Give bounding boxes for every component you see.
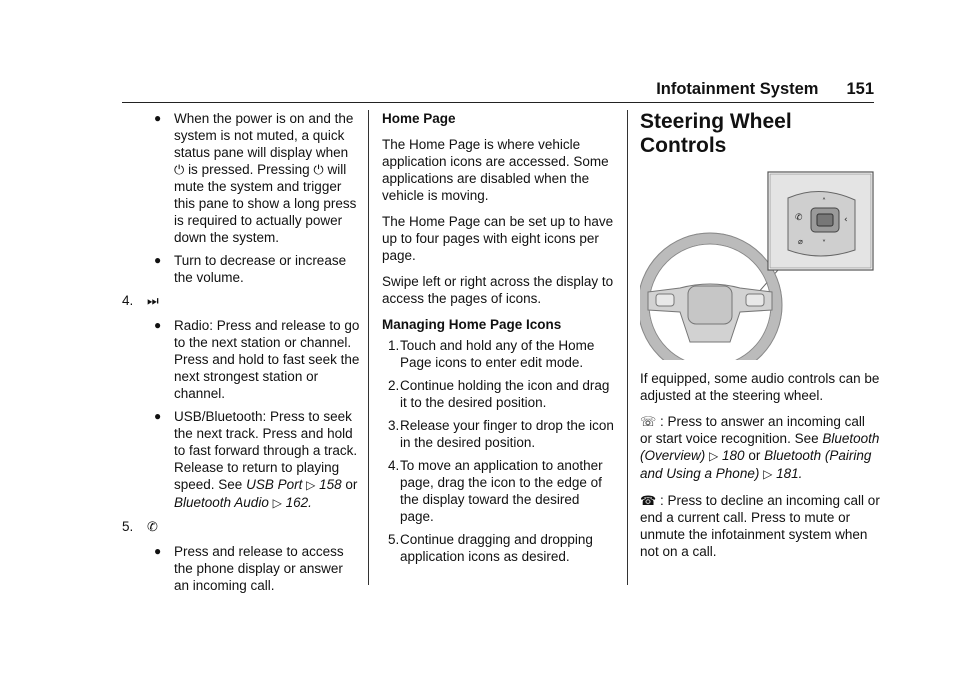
column-2 (382, 110, 614, 571)
svg-text:˄: ˄ (822, 197, 826, 206)
list-item: ● Press and release to access the phone display or answer an incoming call. (154, 544, 344, 593)
paragraph: The Home Page is where vehicle application icons are accessed. Some applications are disabled when the vehicle is moving. (382, 137, 609, 203)
voice-command-icon: ☏ (640, 414, 657, 429)
paragraph: The Home Page can be set up to have up to four pages with eight icons per page. (382, 214, 614, 263)
numbered-item-5: 5. ✆ (122, 519, 158, 534)
list-item: ● Radio: Press and release to go to the next station or channel. Press and hold to fast seek the next strongest station or channel. (154, 318, 360, 401)
power-icon: ⏻ (313, 162, 324, 177)
xref-link[interactable]: Bluetooth (Overview) (640, 431, 880, 463)
bullet: ● (154, 111, 162, 125)
step-item: 4. To move an application to another page, drag the icon to the edge of the display toward the desired page. (388, 458, 603, 524)
voice-paragraph: ☏ : Press to answer an incoming call or start voice recognition. See Bluetooth (Overview) ▷ 180 or Bluetooth (Pairing and Using a Phone) ▷ 181. (640, 414, 880, 481)
xref-page[interactable]: 181. (776, 466, 803, 481)
step-item: 5. Continue dragging and dropping application icons as desired. (388, 532, 593, 564)
svg-text:⌀: ⌀ (798, 237, 803, 246)
column-3 (640, 110, 880, 569)
hang-up-icon: ☎ (640, 493, 657, 508)
section-heading: Steering Wheel Controls (640, 110, 792, 157)
page-reference-arrow-icon: ▷ (272, 496, 282, 510)
steering-wheel-illustration (640, 170, 875, 360)
xref-page[interactable]: 162. (285, 495, 312, 510)
step-item: 1. Touch and hold any of the Home Page icons to enter edit mode. (388, 338, 595, 370)
xref-link[interactable]: Bluetooth (Pairing and Using a Phone) (640, 448, 872, 481)
page-reference-arrow-icon: ▷ (306, 478, 316, 492)
page-reference-arrow-icon: ▷ (709, 449, 719, 463)
list-item: ● When the power is on and the system is not muted, a quick status pane will display when ⏻ is pressed. Pressing ⏻ will mute the system and trigger this pane to show a long press is required to actually power down the system. (154, 111, 357, 245)
bullet: ● (154, 409, 162, 423)
hangup-paragraph: ☎ : Press to decline an incoming call or end a current call. Press to mute or unmute the infotainment system when not on a call. (640, 493, 880, 559)
managing-icons-heading: Managing Home Page Icons (382, 317, 562, 332)
xref-link[interactable]: USB Port (246, 477, 303, 492)
bullet: ● (154, 253, 162, 267)
paragraph: If equipped, some audio controls can be adjusted at the steering wheel. (640, 371, 880, 403)
phone-icon: ✆ (147, 519, 158, 534)
column-divider (368, 110, 369, 585)
xref-page[interactable]: 180 (722, 448, 745, 463)
numbered-item-4: 4. ⏭ (122, 293, 159, 308)
svg-text:‹: ‹ (844, 215, 848, 225)
bullet: ● (154, 544, 162, 558)
page-reference-arrow-icon: ▷ (763, 467, 773, 481)
svg-text:✆: ✆ (795, 213, 803, 223)
page-number: 151 (846, 80, 874, 98)
section-title: Infotainment System (656, 80, 819, 98)
page-header (122, 80, 874, 103)
bullet: ● (154, 318, 162, 332)
step-item: 3. Release your finger to drop the icon in the desired position. (388, 418, 614, 450)
step-item: 2. Continue holding the icon and drag it to the desired position. (388, 378, 610, 410)
list-item: ● Turn to decrease or increase the volume. (154, 253, 347, 285)
column-1 (122, 110, 360, 600)
seek-next-icon: ⏭ (147, 293, 159, 308)
paragraph: Swipe left or right across the display to access the pages of icons. (382, 274, 614, 306)
svg-text:˅: ˅ (822, 239, 826, 248)
xref-page[interactable]: 158 (319, 477, 342, 492)
home-page-heading: Home Page (382, 111, 456, 126)
xref-link[interactable]: Bluetooth Audio (174, 495, 269, 510)
column-divider (627, 110, 628, 585)
power-icon: ⏻ (174, 162, 185, 177)
list-item: ● USB/Bluetooth: Press to seek the next track. Press and hold to fast forward through a track. Release to return to playing speed. See USB Port ▷ 158 or Bluetooth Audio ▷ 162. (154, 409, 358, 510)
